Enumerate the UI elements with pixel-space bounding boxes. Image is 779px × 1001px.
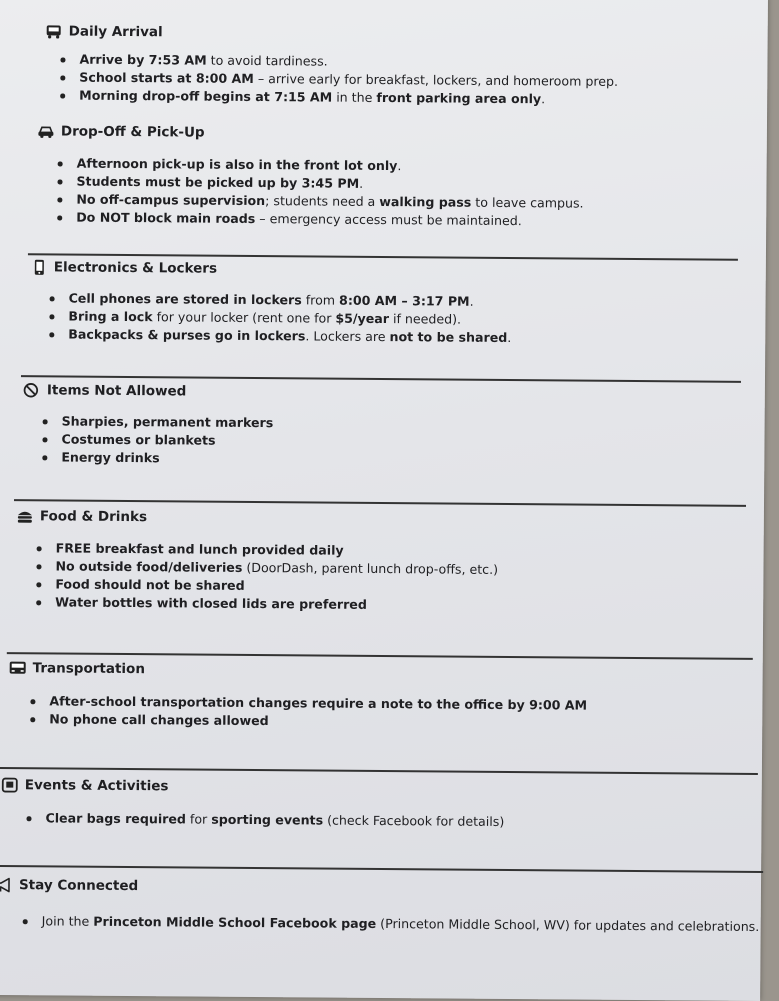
bold-text: $5/year [335, 310, 390, 327]
bold-text: Energy drinks [61, 449, 160, 466]
bold-text: not to be shared [389, 329, 508, 345]
section-daily-arrival [44, 21, 618, 109]
list-item [62, 412, 274, 432]
text: . [469, 293, 474, 309]
section-list [61, 412, 273, 468]
section-heading [1, 775, 505, 799]
section-divider [0, 767, 758, 775]
bold-text: Sharpies, permanent markers [61, 413, 274, 431]
bold-text: Water bottles with closed lids are preferred [55, 594, 367, 612]
section-title: Events & Activities [24, 777, 169, 795]
text: to leave campus. [471, 194, 584, 211]
text: . [397, 158, 402, 174]
text: . [507, 329, 512, 346]
section-heading [16, 506, 499, 530]
section-title: Stay Connected [18, 877, 139, 895]
section-list [55, 539, 498, 614]
list-item [42, 912, 760, 936]
bold-text: Students must be picked up by 3:45 PM [76, 173, 360, 191]
section-list [79, 51, 618, 109]
bold-text: School starts at 8:00 AM [79, 69, 254, 86]
bold-text: Arrive by 7:53 AM [79, 51, 207, 68]
list-item [79, 87, 618, 109]
text: to avoid tardiness. [206, 52, 328, 69]
bold-text: FREE breakfast and lunch provided daily [55, 540, 344, 558]
text: – arrive early for breakfast, lockers, and homeroom prep. [253, 70, 619, 89]
text: (DoorDash, parent lunch drop-offs, etc.) [242, 559, 499, 577]
text: (Princeton Middle School, WV) for updates and celebrations. [376, 915, 760, 934]
section-title: Food & Drinks [39, 508, 148, 526]
bold-text: Princeton Middle School Facebook page [93, 913, 377, 931]
section-heading [9, 658, 588, 683]
trophy-icon [1, 777, 19, 793]
bold-text: Do NOT block main roads [76, 209, 256, 227]
section-electronics-lockers [29, 257, 512, 347]
text: for your locker (rent one for [152, 309, 336, 326]
bold-text: 8:00 AM – 3:17 PM [339, 292, 470, 309]
section-heading [45, 21, 619, 46]
bold-text: No outside food/deliveries [55, 558, 243, 575]
bold-text: Morning drop-off begins at 7:15 AM [79, 87, 333, 105]
section-transportation [8, 658, 587, 733]
section-events-activities [0, 775, 504, 831]
megaphone-icon [0, 877, 13, 893]
section-title: Electronics & Lockers [53, 259, 218, 277]
list-item [55, 593, 498, 614]
bold-text: No phone call changes allowed [49, 711, 269, 729]
list-item [45, 809, 504, 831]
text: Join the [41, 913, 94, 929]
text: . [541, 91, 546, 107]
text: . Lockers are [305, 328, 390, 345]
bold-text: No off-campus supervision [76, 191, 266, 209]
section-drop-off-pick-up [36, 121, 584, 230]
section-title: Items Not Allowed [46, 382, 187, 400]
section-divider [14, 499, 746, 506]
bus-front-icon [9, 660, 27, 676]
list-item [49, 710, 587, 732]
list-item [61, 430, 273, 450]
section-heading [0, 875, 760, 901]
section-heading [30, 257, 512, 281]
text: from [301, 292, 340, 308]
text: – emergency access must be maintained. [255, 211, 522, 229]
bold-text: Costumes or blankets [61, 431, 216, 448]
section-title: Transportation [32, 660, 146, 678]
section-items-not-allowed [22, 380, 273, 468]
car-icon [37, 123, 55, 139]
phone-icon [30, 259, 48, 275]
bold-text: Backpacks & purses go in lockers [68, 326, 306, 344]
bold-text: Bring a lock [68, 308, 153, 325]
text: if needed). [388, 311, 462, 327]
text: ; students need a [265, 193, 380, 209]
text: in the [332, 89, 377, 105]
bold-text: front parking area only [376, 89, 542, 107]
section-stay-connected [0, 875, 760, 936]
list-item [76, 209, 583, 231]
section-list [42, 912, 760, 936]
bold-text: sporting events [211, 811, 324, 828]
section-title: Daily Arrival [68, 23, 163, 41]
section-divider [0, 865, 763, 873]
section-list [49, 692, 587, 732]
bold-text: walking pass [379, 193, 472, 210]
bold-text: Afternoon pick-up is also in the front lot only [76, 155, 398, 174]
section-list [76, 155, 584, 231]
section-heading [23, 380, 274, 402]
section-food-drinks [15, 506, 498, 615]
list-item [61, 448, 273, 468]
list-item [68, 326, 511, 347]
bold-text: Food should not be shared [55, 576, 245, 593]
section-heading [37, 121, 584, 145]
text: (check Facebook for details) [323, 812, 505, 829]
text: for [185, 811, 212, 827]
food-icon [16, 508, 34, 524]
prohibited-icon [23, 382, 41, 398]
bold-text: Clear bags required [45, 810, 186, 827]
section-list [68, 290, 511, 347]
bus-icon [45, 23, 63, 39]
bold-text: Cell phones are stored in lockers [68, 290, 302, 308]
section-list [45, 809, 504, 831]
section-title: Drop-Off & Pick-Up [60, 123, 205, 141]
text: . [359, 175, 364, 191]
bold-text: After-school transportation changes require a note to the office by 9:00 AM [49, 693, 588, 713]
